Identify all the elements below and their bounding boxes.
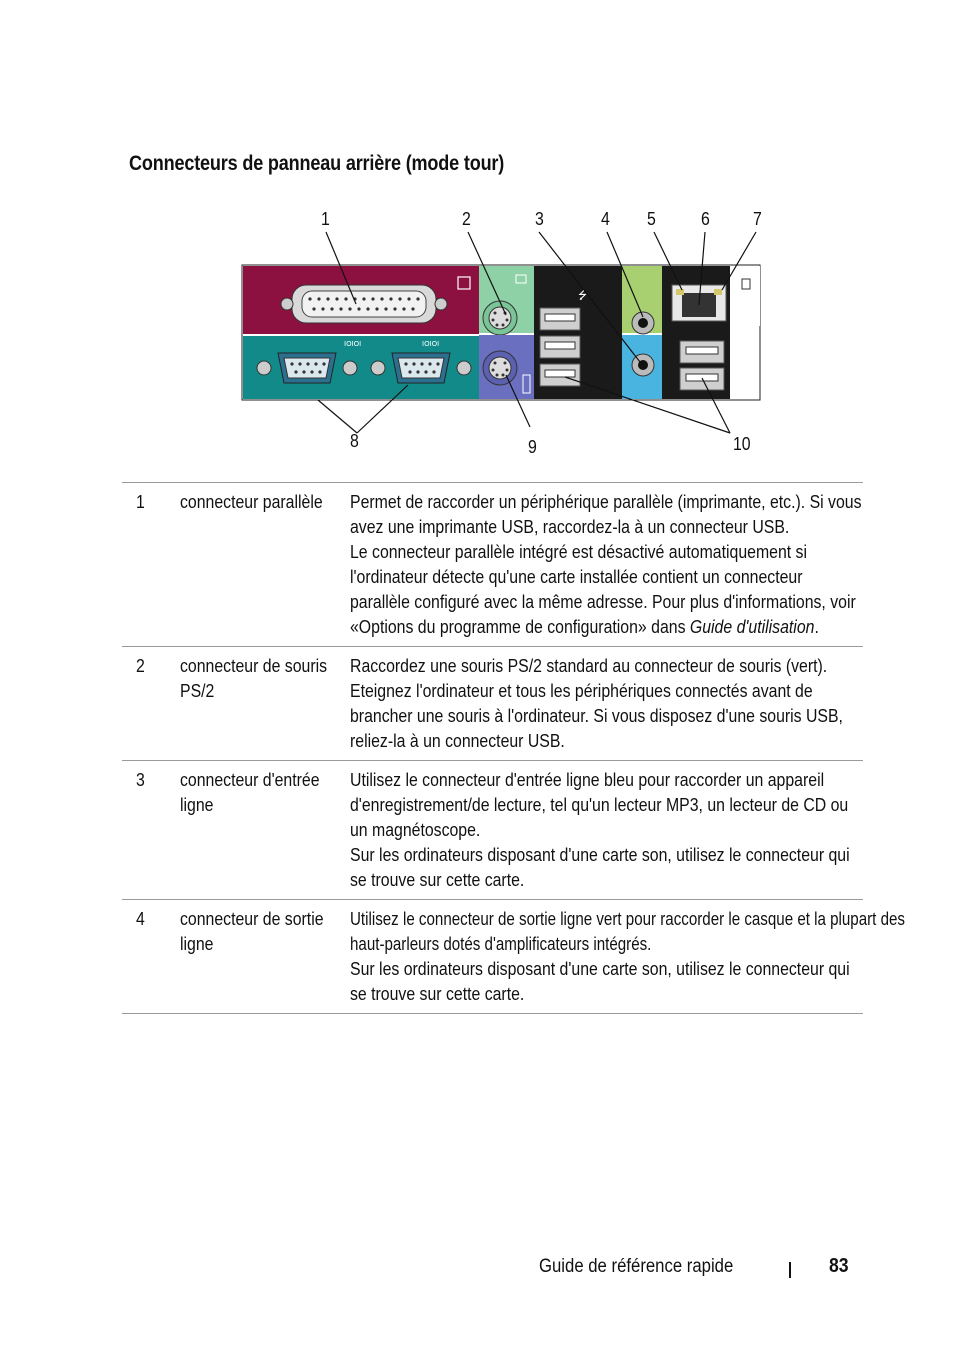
description-paragraph: Permet de raccorder un périphérique parallèle (imprimante, etc.). Si vous avez une imprimante USB, raccordez-la à un connecteur USB. bbox=[350, 492, 862, 537]
callout-5: 5 bbox=[647, 209, 656, 229]
table-row bbox=[122, 761, 863, 900]
connector-description bbox=[350, 647, 863, 761]
connector-name: connecteur de sortie ligne bbox=[180, 909, 324, 954]
usb-icon-right: ⭍ bbox=[740, 377, 750, 390]
table-row bbox=[122, 483, 863, 647]
connector-name: connecteur de souris PS/2 bbox=[180, 656, 328, 701]
row-number: 2 bbox=[136, 656, 145, 676]
usb-ports-left bbox=[540, 308, 580, 386]
description-paragraph: Raccordez une souris PS/2 standard au connecteur de souris (vert). Eteignez l'ordinateur et tous les périphériques connectés avant de brancher une souris à l'ordinateur. Si vous disposez d'une souris USB, reliez-la à un connecteur USB. bbox=[350, 656, 843, 751]
row-number: 3 bbox=[136, 770, 145, 790]
description-paragraph: Le connecteur parallèle intégré est désactivé automatiquement si l'ordinateur détecte qu'une carte installée contient un connecteur parallèle configuré avec la même adresse. Pour plus d'informations, voir «Options du programme de configuration» dans Guide d'utilisation. bbox=[350, 542, 856, 637]
description-paragraph: Utilisez le connecteur d'entrée ligne bleu pour raccorder un appareil d'enregistrement/de lecture, tel qu'un lecteur MP3, un lecteur de CD ou un magnétoscope. bbox=[350, 770, 849, 840]
parallel-connector-face bbox=[302, 291, 426, 317]
network-label-area bbox=[730, 266, 760, 326]
description-paragraph: Utilisez le connecteur de sortie ligne vert pour raccorder le casque et la plupart des haut-parleurs dotés d'amplificateurs intégrés. bbox=[350, 909, 905, 954]
row-number: 4 bbox=[136, 909, 145, 929]
footer-guide-title: Guide de référence rapide bbox=[539, 1256, 734, 1277]
connector-description bbox=[350, 761, 863, 900]
rear-panel-figure bbox=[230, 205, 775, 465]
callout-7: 7 bbox=[753, 209, 762, 229]
callout-3: 3 bbox=[535, 209, 544, 229]
callout-6: 6 bbox=[701, 209, 710, 229]
connector-name: connecteur d'entrée ligne bbox=[180, 770, 320, 815]
serial-port-label-1: IOIOI bbox=[344, 340, 362, 348]
callout-9: 9 bbox=[528, 437, 537, 457]
page-title: Connecteurs de panneau arrière (mode tour) bbox=[129, 152, 505, 175]
rear-panel-illustration bbox=[230, 205, 775, 465]
connector-name: connecteur parallèle bbox=[180, 492, 323, 512]
table-row bbox=[122, 900, 863, 1014]
guide-title: Guide d'utilisation bbox=[689, 617, 815, 637]
page-number: 83 bbox=[829, 1255, 849, 1277]
description-paragraph: Sur les ordinateurs disposant d'une carte son, utilisez le connecteur qui se trouve sur cette carte. bbox=[350, 959, 850, 1004]
callout-1: 1 bbox=[321, 209, 330, 229]
connector-description bbox=[350, 900, 905, 1014]
row-number: 1 bbox=[136, 492, 145, 512]
table-row bbox=[122, 647, 863, 761]
callout-10: 10 bbox=[733, 434, 751, 454]
footer-separator bbox=[789, 1262, 791, 1278]
description-paragraph: Sur les ordinateurs disposant d'une carte son, utilisez le connecteur qui se trouve sur cette carte. bbox=[350, 845, 850, 890]
serial-port-label-2: IOIOI bbox=[422, 340, 440, 348]
callout-2: 2 bbox=[462, 209, 471, 229]
connector-table bbox=[122, 482, 905, 1014]
callout-4: 4 bbox=[601, 209, 610, 229]
callout-8: 8 bbox=[350, 431, 359, 451]
connector-description bbox=[350, 483, 863, 647]
usb-icon: ⭍ bbox=[578, 289, 588, 302]
